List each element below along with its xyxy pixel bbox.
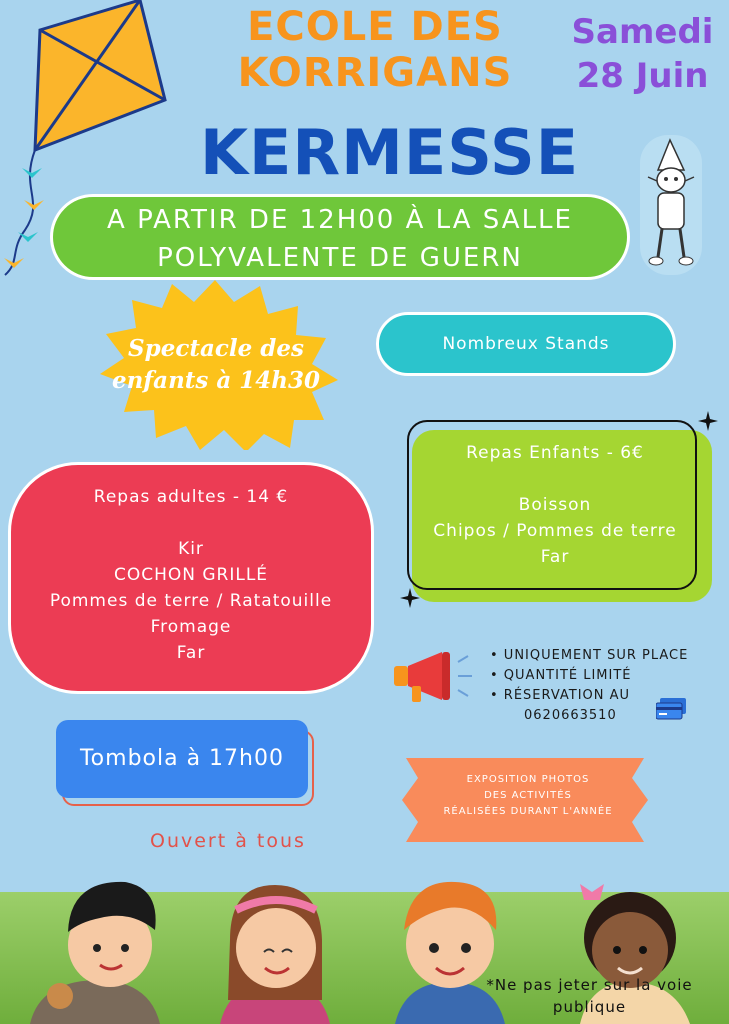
school-line2: KORRIGANS [237, 50, 513, 96]
menu-item: COCHON GRILLÉ [113, 565, 269, 585]
repas-adultes-menu [8, 484, 374, 666]
exposition-line1: EXPOSITION PHOTOS [466, 774, 590, 785]
menu-item: Pommes de terre / Ratatouille [49, 591, 333, 611]
exposition-line2: DES ACTIVITÉS [484, 790, 572, 801]
menu-item: Kir [178, 539, 204, 559]
location-line1: A PARTIR DE 12H00 À LA SALLE [107, 205, 573, 235]
note-line2: publique [552, 998, 627, 1016]
tombola-banner: Tombola à 17h00 [56, 720, 308, 798]
school-name [225, 4, 525, 96]
menu-item: Fromage [150, 617, 232, 637]
menu-item: Far [176, 643, 206, 663]
menu-item: Chipos / Pommes de terre [433, 521, 677, 541]
megaphone-icon [392, 648, 477, 706]
korrigan-illustration [640, 135, 702, 275]
sparkle-icon [698, 411, 718, 431]
event-day: Samedi [571, 12, 714, 52]
location-banner [50, 194, 630, 280]
event-date [560, 10, 725, 98]
credit-card-icon [656, 698, 686, 720]
note-line1: *Ne pas jeter sur la voie [486, 976, 693, 994]
spectacle-line2: enfants à 14h30 [111, 367, 321, 394]
phone-number: 0620663510 [524, 708, 617, 723]
stands-banner: Nombreux Stands [376, 312, 676, 376]
exposition-text [418, 772, 638, 820]
info-bullet: • QUANTITÉ LIMITÉ [490, 668, 632, 683]
repas-enfants-title: Repas Enfants - 6€ [466, 443, 644, 463]
location-line2: POLYVALENTE DE GUERN [157, 243, 523, 273]
spectacle-text [110, 333, 322, 397]
ouvert-text: Ouvert à tous [150, 830, 306, 852]
disposal-note [452, 974, 727, 1018]
menu-item: Boisson [518, 495, 592, 515]
menu-item: Far [540, 547, 570, 567]
repas-adultes-title: Repas adultes - 14 € [93, 487, 289, 507]
spectacle-line1: Spectacle des [128, 335, 304, 362]
event-day-date: 28 Juin [576, 56, 709, 96]
event-title: KERMESSE [200, 116, 580, 189]
info-bullet: • RÉSERVATION AU [490, 688, 631, 703]
info-bullet: • UNIQUEMENT SUR PLACE [490, 648, 689, 663]
exposition-line3: RÉALISÉES DURANT L'ANNÉE [443, 806, 613, 817]
school-line1: ECOLE DES [247, 4, 503, 50]
repas-enfants-menu [410, 440, 700, 570]
